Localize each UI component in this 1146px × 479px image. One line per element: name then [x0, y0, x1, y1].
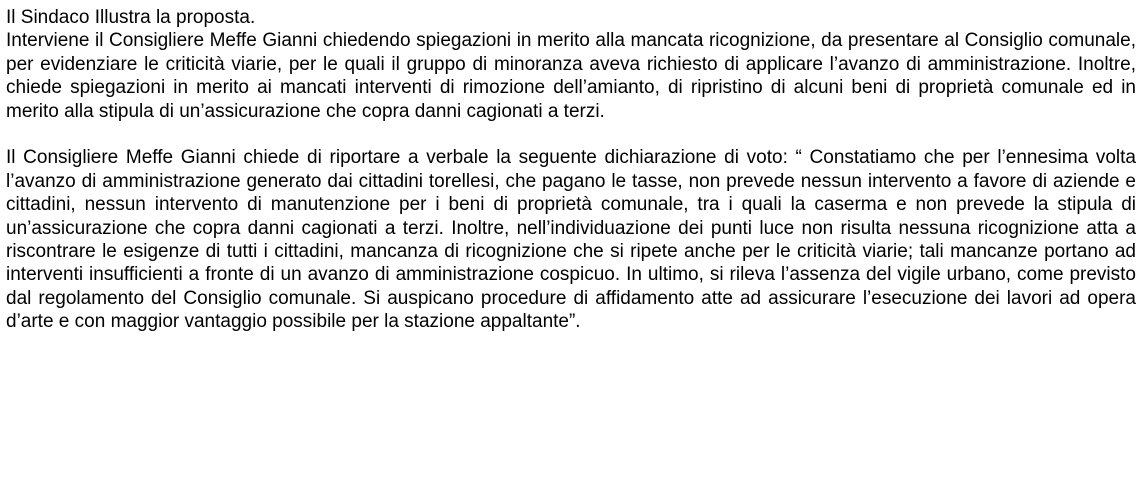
paragraph-vote-declaration: Il Consigliere Meffe Gianni chiede di riportare a verbale la seguente dichiarazione di voto: “ Constatiamo che per l’ennesima volta l’avanzo di amministrazione generato dai cittadini torellesi, che pagano le tasse, non prevede nessun intervento a favore di aziende e cittadini, nessun intervento di manutenzione per i beni di proprietà comunale, tra i quali la caserma e non prevede la stipula di un’assicurazione che copra danni cagionati a terzi. Inoltre, nell’individuazione dei punti luce non risulta nessuna ricognizione atta a riscontrare le esigenze di tutti i cittadini, mancanza di ricognizione che si ripete anche per le criticità viarie; tali mancanze portano ad interventi insufficienti a fronte di un avanzo di amministrazione cospicuo. In ultimo, si rileva l’assenza del vigile urbano, come previsto dal regolamento del Consiglio comunale. Si auspicano procedure di affidamento atte ad assicurare l’esecuzione dei lavori ad opera d’arte e con maggior vantaggio possibile per la stazione appaltante”. [6, 147, 1136, 333]
document-body [6, 6, 1136, 334]
paragraph-intro: Il Sindaco Illustra la proposta. [6, 7, 256, 28]
paragraph-intervention: Interviene il Consigliere Meffe Gianni chiedendo spiegazioni in merito alla mancata ricognizione, da presentare al Consiglio comunale, per evidenziare le criticità viarie, per le quali il gruppo di minoranza aveva richiesto di applicare l’avanzo di amministrazione. Inoltre, chiede spiegazioni in merito ai mancati interventi di rimozione dell’amianto, di ripristino di alcuni beni di proprietà comunale ed in merito alla stipula di un’assicurazione che copra danni cagionati a terzi. [6, 30, 1136, 122]
paragraph-spacer [6, 123, 1136, 146]
